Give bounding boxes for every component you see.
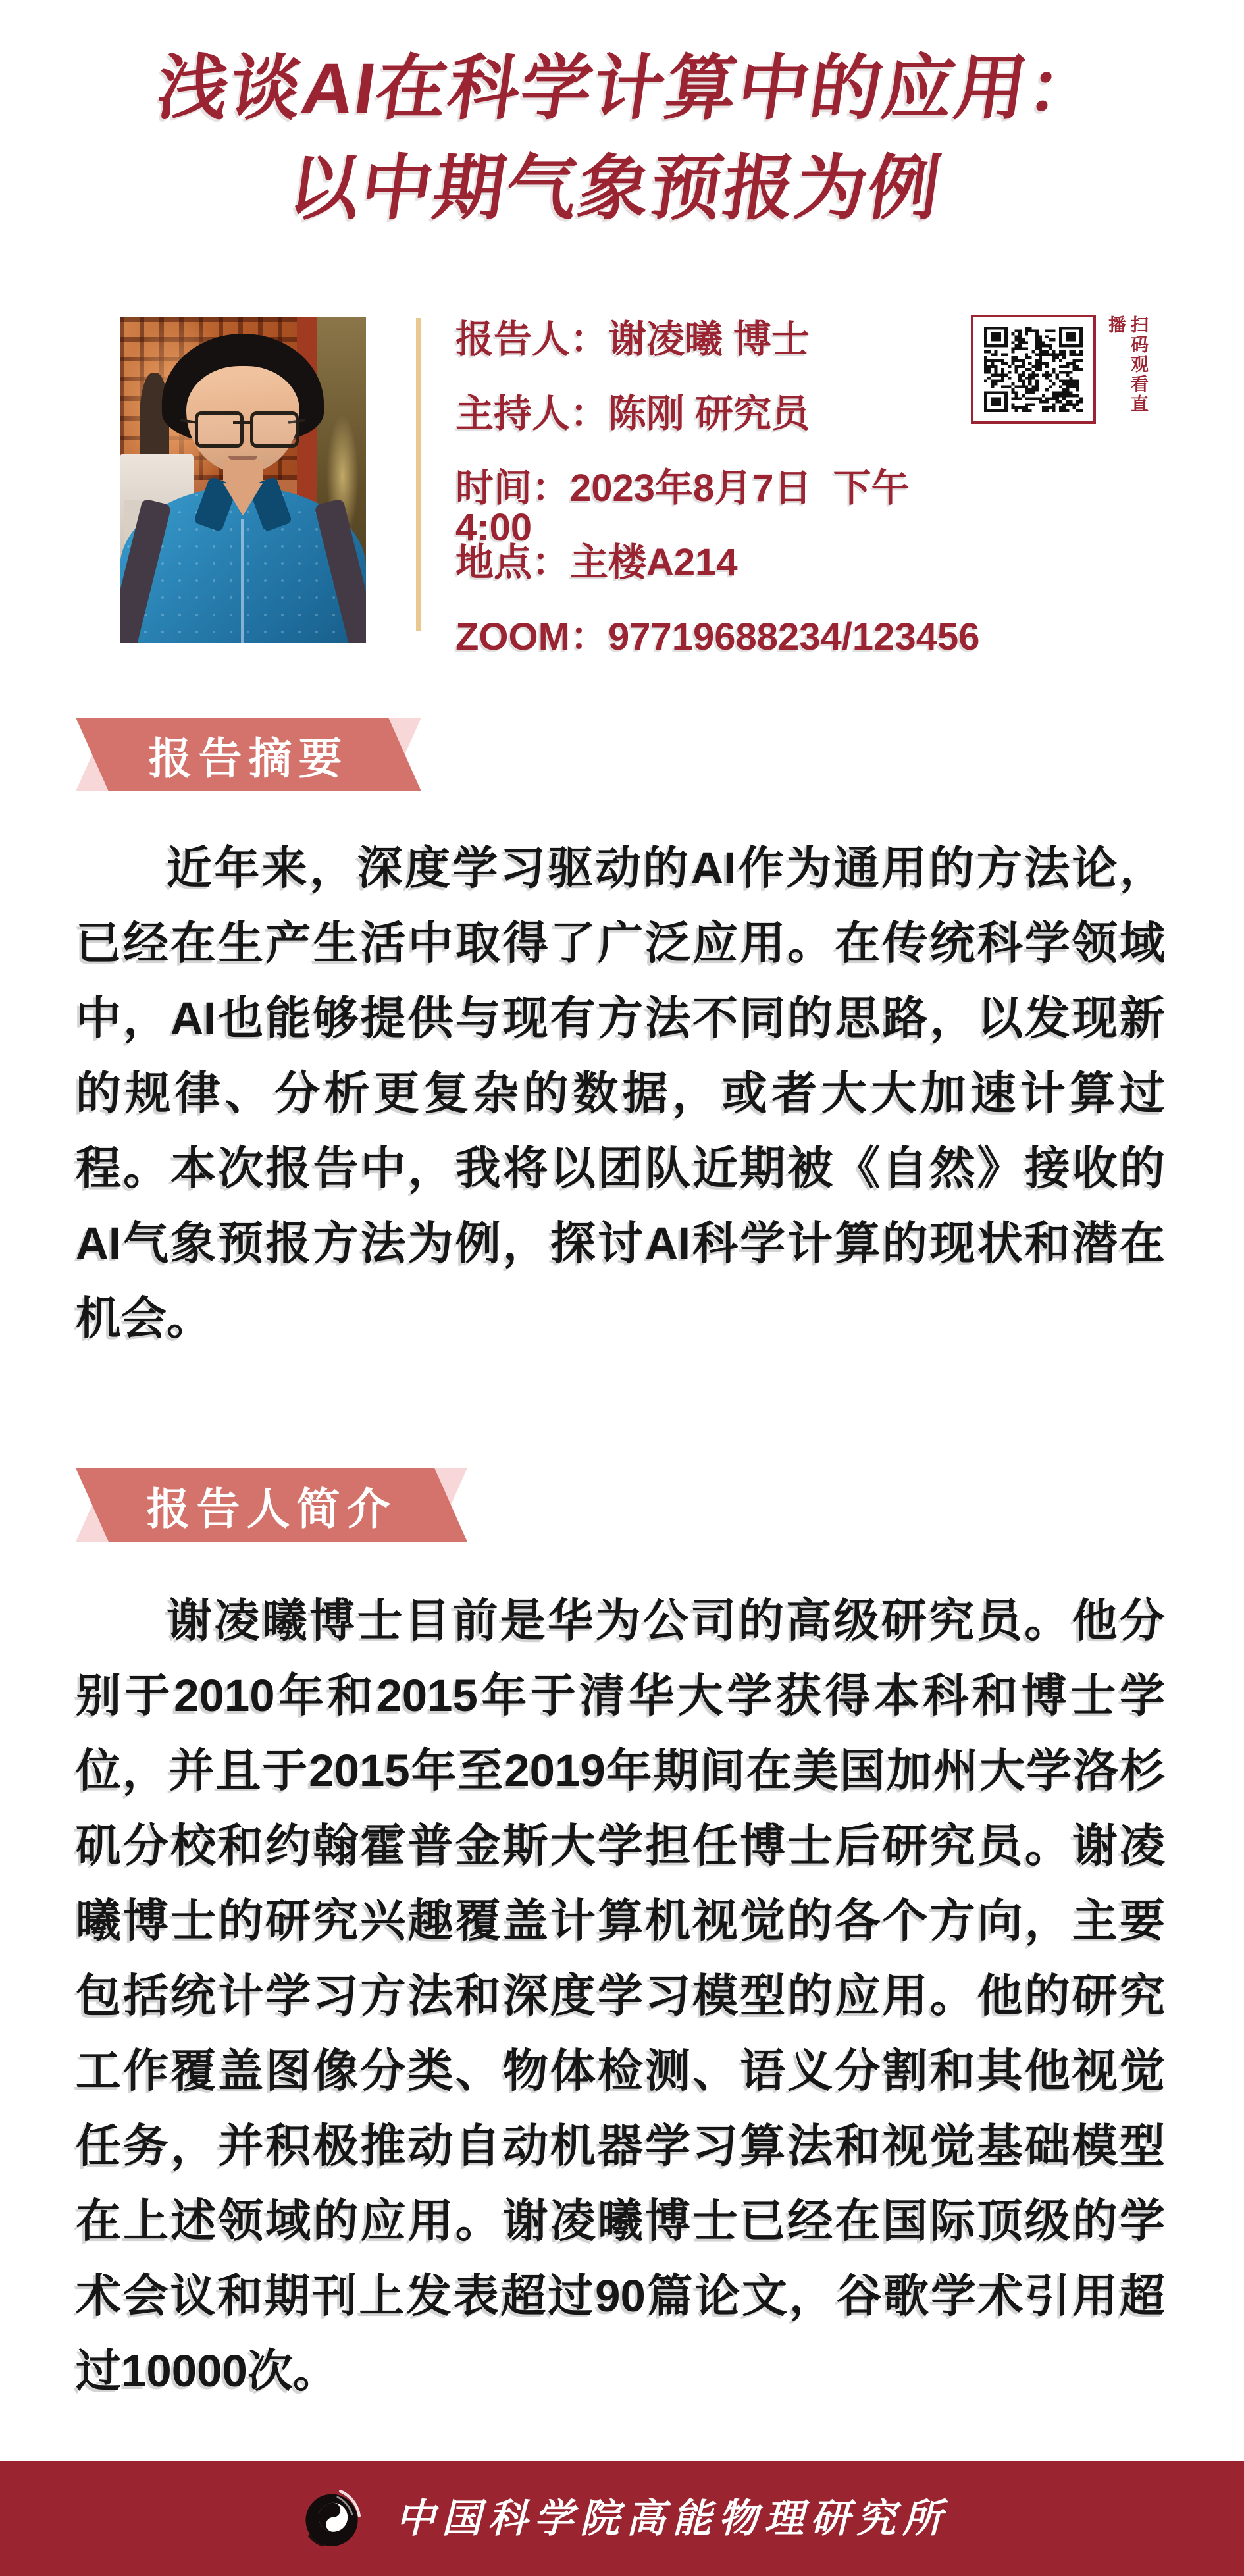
info-label: ZOOM： bbox=[455, 616, 608, 658]
ihep-logo-icon bbox=[296, 2483, 368, 2555]
glasses-lens-left bbox=[195, 411, 244, 447]
glasses-lens-right bbox=[250, 411, 299, 447]
abstract-badge-label: 报告摘要 bbox=[148, 733, 349, 783]
speaker-photo bbox=[120, 317, 366, 643]
seminar-info-list bbox=[455, 318, 980, 658]
info-row-time bbox=[455, 467, 956, 549]
bio-badge bbox=[76, 1468, 467, 1542]
qr-code-box bbox=[971, 315, 1096, 424]
poster-title bbox=[0, 38, 1244, 238]
info-value: 97719688234/123456 bbox=[608, 616, 980, 658]
info-row-location bbox=[455, 543, 956, 583]
vertical-divider bbox=[416, 318, 421, 631]
info-value: 主楼A214 bbox=[570, 541, 738, 584]
info-label: 地点： bbox=[455, 541, 571, 584]
info-value: 谢凌曦 博士 bbox=[608, 318, 810, 361]
qr-caption: 扫码观看直播 bbox=[1106, 315, 1148, 414]
info-row-speaker bbox=[455, 320, 956, 359]
abstract-badge bbox=[76, 718, 421, 791]
bio-text: 谢凌曦博士目前是华为公司的高级研究员。他分别于2010年和2015年于清华大学获得本科和博士学位，并且于2015年至2019年期间在美国加州大学洛杉矶分校和约翰霍普金斯大学担任博士后研究员。谢凌曦博士的研究兴趣覆盖计算机视觉的各个方向，主要包括统计学习方法和深度学习模型的应用。他的研究工作覆盖图像分类、物体检测、语义分割和其他视觉任务，并积极推动自动机器学习算法和视觉基础模型在上述领域的应用。谢凌曦博士已经在国际顶级的学术会议和期刊上发表超过90篇论文，谷歌学术引用超过10000次。 bbox=[76, 1595, 1165, 2396]
info-label: 主持人： bbox=[455, 392, 609, 435]
abstract-text: 近年来，深度学习驱动的AI作为通用的方法论，已经在生产生活中取得了广泛应用。在传统科学领域中，AI也能够提供与现有方法不同的思路，以发现新的规律、分析更复杂的数据，或者大大加速计算过程。本次报告中，我将以团队近期被《自然》接收的AI气象预报方法为例，探讨AI科学计算的现状和潜在机会。 bbox=[76, 843, 1165, 1344]
info-label: 报告人： bbox=[455, 318, 609, 361]
info-value: 2023年8月7日 下午4:00 bbox=[455, 467, 910, 549]
info-row-zoom bbox=[455, 616, 980, 658]
jacket-zipper bbox=[241, 519, 244, 643]
glasses-bridge bbox=[233, 421, 253, 424]
bio-badge-label: 报告人简介 bbox=[146, 1484, 397, 1533]
footer-org-name: 中国科学院高能物理研究所 bbox=[396, 2496, 948, 2540]
poster-title-line1: 浅谈AI在科学计算中的应用： bbox=[152, 48, 1106, 128]
qr-code bbox=[984, 327, 1083, 412]
info-label: 时间： bbox=[455, 467, 571, 510]
info-value: 陈刚 研究员 bbox=[608, 392, 810, 435]
info-row-host bbox=[455, 394, 956, 434]
poster-title-line2: 以中期气象预报为例 bbox=[283, 148, 946, 228]
footer bbox=[0, 2461, 1244, 2576]
qr-modules bbox=[984, 327, 1083, 412]
speaker-smile bbox=[228, 456, 258, 460]
